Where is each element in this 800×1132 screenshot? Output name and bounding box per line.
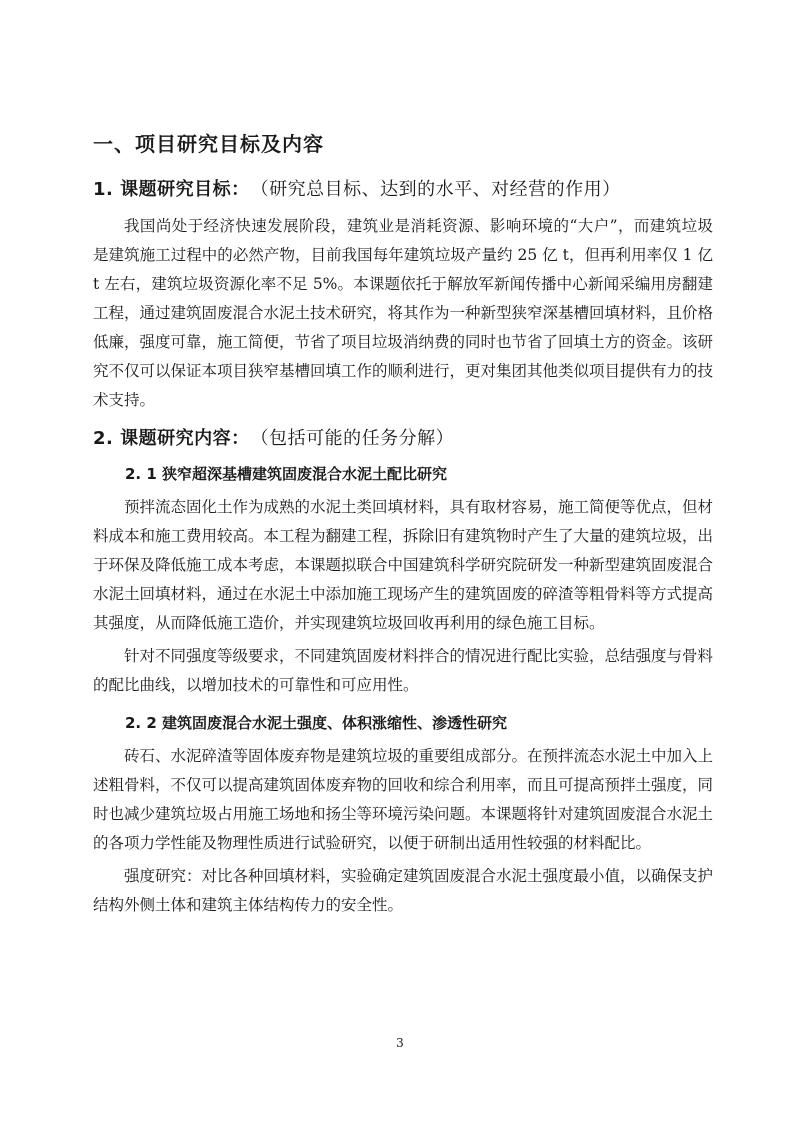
subsection-title-2-2: 2. 2 建筑固废混合水泥土强度、体积涨缩性、渗透性研究 (125, 714, 508, 732)
section-title: 一、项目研究目标及内容 (93, 132, 324, 156)
page-content (93, 130, 713, 930)
page-number: 3 (396, 1036, 404, 1050)
subsection-2-1-paragraph-1: 预拌流态固化土作为成熟的水泥土类回填材料，具有取材容易，施工简便等优点，但材料成本和施工费用较高。本工程为翻建工程，拆除旧有建筑物时产生了大量的建筑垃圾，出于环保及降低施工成本考虑，本课题拟联合中国建筑科学研究院研发一种新型建筑固废混合水泥土回填材料，通过在水泥土中添加施工现场产生的建筑固废的碎渣等粗骨料等方式提高其强度，从而降低施工造价，并实现建筑垃圾回收再利用的绿色施工目标。 (93, 498, 714, 632)
goal-heading-label: 1. 课题研究目标： (93, 179, 250, 200)
goal-heading (93, 176, 713, 204)
subsection-2-2-paragraph-2: 强度研究：对比各种回填材料，实验确定建筑固废混合水泥土强度最小值，以确保支护结构外侧土体和建筑主体结构传力的安全性。 (93, 867, 714, 914)
goal-paragraph: 我国尚处于经济快速发展阶段，建筑业是消耗资源、影响环境的“大户”，而建筑垃圾是建筑施工过程中的必然产物，目前我国每年建筑垃圾产量约 25 亿 t，但再利用率仅 1 亿 t 左右，建筑垃圾资源化率不足 5%。本课题依托于解放军新闻传播中心新闻采编用房翻建工程，通过建筑固废混合水泥土技术研究，将其作为一种新型狭窄深基槽回填材料，且价格低廉，强度可靠，施工简便，节省了项目垃圾消纳费的同时也节省了回填土方的资金。该研究不仅可以保证本项目狭窄基槽回填工作的顺利进行，更对集团其他类似项目提供有力的技术支持。 (93, 217, 714, 409)
subsection-2-2-paragraph-1: 砖石、水泥碎渣等固体废弃物是建筑垃圾的重要组成部分。在预拌流态水泥土中加入上述粗骨料，不仅可以提高建筑固体废弃物的回收和综合利用率，而且可提高预拌土强度，同时也减少建筑垃圾占用施工场地和扬尘等环境污染问题。本课题将针对建筑固废混合水泥土的各项力学性能及物理性质进行试验研究，以便于研制出适用性较强的材料配比。 (93, 747, 714, 852)
subsection-2-1-paragraph-2: 针对不同强度等级要求，不同建筑固废材料拌合的情况进行配比实验，总结强度与骨料的配比曲线，以增加技术的可靠性和可应用性。 (93, 647, 714, 694)
content-heading-label: 2. 课题研究内容： (93, 428, 250, 449)
content-heading-note: （包括可能的任务分解） (259, 428, 455, 449)
subsection-title-2-1: 2. 1 狭窄超深基槽建筑固废混合水泥土配比研究 (125, 465, 448, 483)
content-heading (93, 425, 713, 453)
goal-heading-note: （研究总目标、达到的水平、对经营的作用） (259, 179, 621, 200)
